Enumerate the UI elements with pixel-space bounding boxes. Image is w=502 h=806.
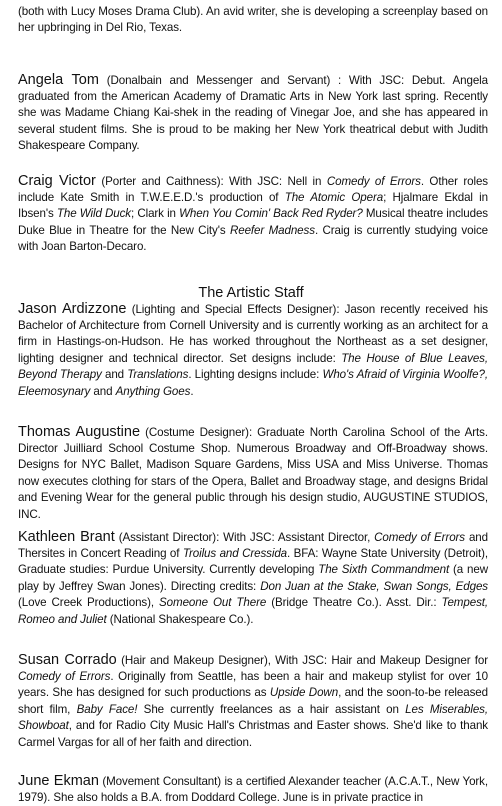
bio-text: and: [101, 368, 128, 382]
production-title: Tempest, Romeo and Juliet: [18, 596, 489, 626]
bio-text: . Other roles include Kate Smith in T.W.E.E.D.'s production of: [18, 174, 489, 204]
bio-text: Musical theatre includes Duke Blue in Theatre for the New City's: [18, 207, 488, 237]
bio-text: (National Shakespeare Co.).: [106, 612, 254, 626]
person-name: Susan Corrado: [18, 651, 117, 668]
bio-text: and Thersites in Concert Reading of: [18, 530, 488, 560]
bio-angela-tom: [18, 72, 488, 155]
production-title: Upside Down: [269, 686, 339, 700]
bio-susan-corrado: [18, 652, 488, 751]
production-title: Comedy of Errors: [326, 174, 421, 188]
person-roles: (Costume Designer): [145, 425, 249, 439]
production-title: Comedy of Errors: [18, 670, 111, 683]
intro-text: (both with Lucy Moses Drama Club). An avid writer, she is developing a screenplay based on her upbringing in Del Rio, Texas.: [18, 4, 488, 34]
intro-paragraph: [18, 4, 488, 37]
bio-kathleen-brant: [18, 529, 488, 628]
bio-craig-victor: [18, 173, 488, 256]
bio-text: is a certified Alexander teacher (A.C.A.T., New York, 1979). She also holds a B.A. from Doddard College. June is in private practice in: [18, 774, 488, 804]
bio-text: : With JSC: Nell in: [220, 174, 327, 188]
person-roles: (Porter and Caithness): [101, 174, 221, 188]
bio-text: , With JSC: Hair and Makeup Designer for: [267, 653, 489, 667]
person-roles: (Hair and Makeup Designer): [121, 653, 268, 667]
bio-text: ; Clark in: [131, 207, 180, 221]
production-title: The Atomic Opera: [284, 191, 384, 204]
bio-text: : Graduate North Carolina School of the Arts. Director Juilliard School Costume Shop. Numerous Broadway and Off-Broadway shows. Designs for NYC Ballet, Madison Square Gardens, Miss USA and Miss Universe. Thomas now executes clothing for stars of the Opera, Ballet and Broadway stage, and designs Bridal and Evening Wear for the general public through his design studio, AUGUSTINE STUDIOS, INC.: [18, 425, 488, 521]
bio-text: : Jason recently received his Bachelor of Architecture from Cornell University and is currently working as an architect for a firm in Hastings-on-Hudson. He has worked throughout the Northeast as a set designer, lighting designer and technical director. Set designs include:: [18, 302, 488, 365]
production-title: The House of Blue Leaves, Beyond Therapy: [18, 351, 488, 382]
production-title: The Sixth Commandment: [318, 563, 450, 577]
bio-text: (a new play by Jeffrey Swan Jones). Directing credits:: [18, 563, 488, 593]
bio-text: , and the soon-to-be released short film,: [18, 686, 488, 716]
bio-text: and: [90, 384, 116, 398]
bio-text: . Originally from Seattle, has been a hair and makeup stylist for over 10 years. She has designed for such productions as: [18, 670, 488, 700]
production-title: The Wild Duck: [56, 207, 131, 221]
production-title: Baby Face!: [76, 702, 138, 716]
section-heading: The Artistic Staff: [198, 285, 304, 301]
bio-text: . BFA: Wayne State University (Detroit), Graduate studies: Purdue University. Currently developing: [18, 547, 488, 577]
bio-text: ; Hjalmare Ekdal in Ibsen's: [18, 191, 489, 221]
bio-text: (Love Creek Productions),: [18, 596, 160, 610]
person-roles: (Assistant Director): [118, 530, 217, 544]
person-name: Angela Tom: [18, 71, 99, 88]
person-roles: (Lighting and Special Effects Designer): [131, 302, 337, 316]
bio-text: She currently freelances as a hair assistant on: [137, 702, 406, 716]
bio-jason-ardizzone: [18, 301, 488, 400]
bio-thomas-augustine: [18, 424, 488, 523]
production-title: Comedy of Errors: [374, 530, 466, 544]
person-name: June Ekman: [18, 772, 99, 789]
bio-text: . Lighting designs include:: [188, 368, 323, 382]
bio-text: : With JSC: Debut. Angela graduated from the American Academy of Dramatic Arts in New York last spring. Recently she was Madame Chiang Kai-shek in the reading of Vinegar Joe, and she has appeared in several student films. She is proud to be making her New York theatrical debut with Judith Shakespeare Company.: [18, 73, 488, 153]
person-name: Thomas Augustine: [18, 423, 141, 440]
production-title: When You Comin' Back Red Ryder?: [179, 207, 363, 221]
production-title: Troilus and Cressida: [182, 547, 288, 560]
production-title: Someone Out There: [159, 596, 267, 610]
person-name: Craig Victor: [18, 172, 96, 189]
person-name: Kathleen Brant: [18, 528, 115, 545]
production-title: Les Miserables, Showboat: [18, 702, 489, 733]
production-title: Who's Afraid of Virginia Woolfe?, Eleemosynary: [18, 368, 488, 398]
bio-text: . Craig is currently studying voice with Joan Barton-Decaro.: [18, 223, 489, 254]
bio-june-ekman: [18, 773, 488, 806]
production-title: Don Juan at the Stake, Swan Songs, Edges: [260, 579, 488, 593]
person-roles: (Donalbain and Messenger and Servant): [106, 73, 331, 87]
production-title: Translations: [127, 368, 189, 382]
person-name: Jason Ardizzone: [18, 300, 127, 317]
bio-text: .: [190, 384, 194, 398]
bio-text: (Bridge Theatre Co.). Asst. Dir.:: [266, 596, 442, 610]
person-roles: (Movement Consultant): [102, 774, 222, 788]
production-title: Reefer Madness: [229, 223, 315, 237]
production-title: Anything Goes: [115, 384, 191, 398]
bio-text: , and for Radio City Music Hall's Christmas and Easter shows. She'd like to thank Carmel Vargas for all of her faith and direction.: [18, 719, 488, 749]
bio-text: : With JSC: Assistant Director,: [216, 530, 375, 544]
